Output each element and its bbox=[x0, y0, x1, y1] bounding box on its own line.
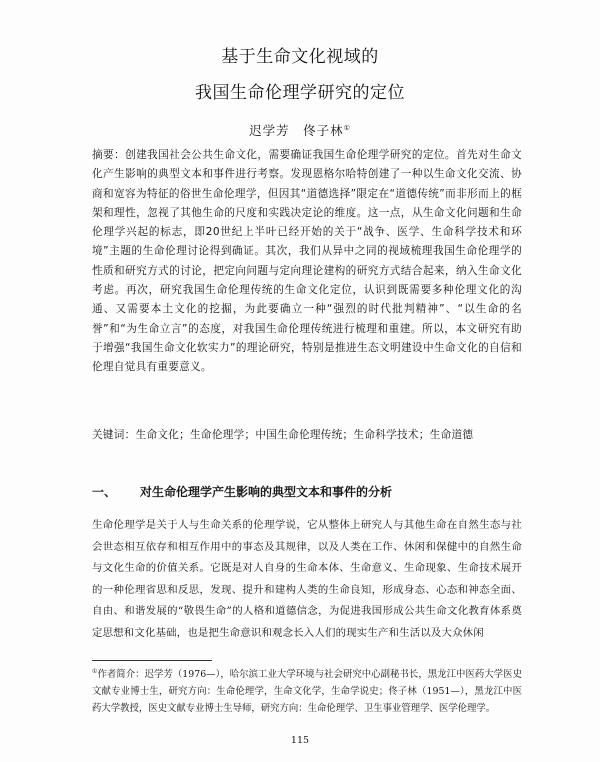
title-line-1: 基于生命文化视域的 bbox=[221, 47, 379, 67]
section-title: 对生命伦理学产生影响的典型文本和事件的分析 bbox=[140, 485, 393, 499]
author-names: 迟学芳 佟子林 bbox=[249, 123, 344, 138]
keywords: 关键词：生命文化；生命伦理学；中国生命伦理传统；生命科学技术；生命道德 bbox=[92, 429, 474, 441]
footnote-marker: ① bbox=[92, 668, 98, 675]
page-number: 115 bbox=[290, 735, 310, 746]
section-heading bbox=[92, 483, 522, 500]
footnote bbox=[92, 664, 522, 718]
author-footnote-marker: ① bbox=[343, 123, 351, 132]
author-line bbox=[0, 121, 600, 139]
body-paragraph: 生命伦理学是关于人与生命关系的伦理学说，它从整体上研究人与其他生命在自然生态与社会世态相互依存和相互作用中的事态及其规律，以及人类在工作、休闲和保健中的自然生命与文化生命的价值关系。它既是对人自身的生命本体、生命意义、生命现象、生命技术展开的一种伦理省思和反思，发现、提升和建构人类的生命良知，形成身态、心态和神态全面、自由、和谐发展的“敬畏生命”的人格和道德信念，为促进我国形成公共生命文化教育体系奠定思想和文化基础，也是把生命意识和观念长入人们的现实生产和生活以及大众休闲 bbox=[92, 519, 522, 639]
footnote-rule bbox=[92, 660, 212, 661]
footnote-text: 作者简介：迟学芳（1976—），哈尔滨工业大学环境与社会研究中心副秘书长，黑龙江中医药大学医史文献专业博士生，研究方向：生命伦理学，生命文化学，生命学说史；佟子林（1951—），黑龙江中医药大学教授，医史文献专业博士生导师，研究方向：生命伦理学、卫生事业管理学、医学伦理学。 bbox=[92, 669, 522, 714]
title-line-2: 我国生命伦理学研究的定位 bbox=[195, 83, 405, 103]
section-number: 一、 bbox=[92, 485, 117, 499]
abstract: 摘要：创建我国社会公共生命文化，需要确证我国生命伦理学研究的定位。首先对生命文化产生影响的典型文本和事件进行考察。发现恩格尔哈特创建了一种以生命文化交流、协商和宽容为特征的俗世生命伦理学，但因其“道德选择”限定在“道德传统”而非形而上的框架和理性，忽视了其他生命的尺度和实践决定论的维度。这一点，从生命文化问题和生命伦理学兴起的标志，即20世纪上半叶已经开始的关于“战争、医学、生命科学技术和环境”主题的生命伦理讨论得到确证。其次，我们从异中之同的视域梳理我国生命伦理学的性质和研究方式的讨论，把定向问题与定向理论建构的研究方式结合起来，纳入生命文化考虑。再次，研究我国生命伦理传统的生命文化定位，认识到既需要多种伦理文化的沟通、又需要本土文化的挖掘，为此要确立一种“强烈的时代批判精神”、“以生命的名誉”和“为生命立言”的态度，对我国生命伦理传统进行梳理和重建。所以，本文研究有助于增强“我国生命文化软实力”的理论研究，特别是推进生态文明建设中生命文化的自信和伦理自觉具有重要意义。 bbox=[92, 149, 522, 374]
